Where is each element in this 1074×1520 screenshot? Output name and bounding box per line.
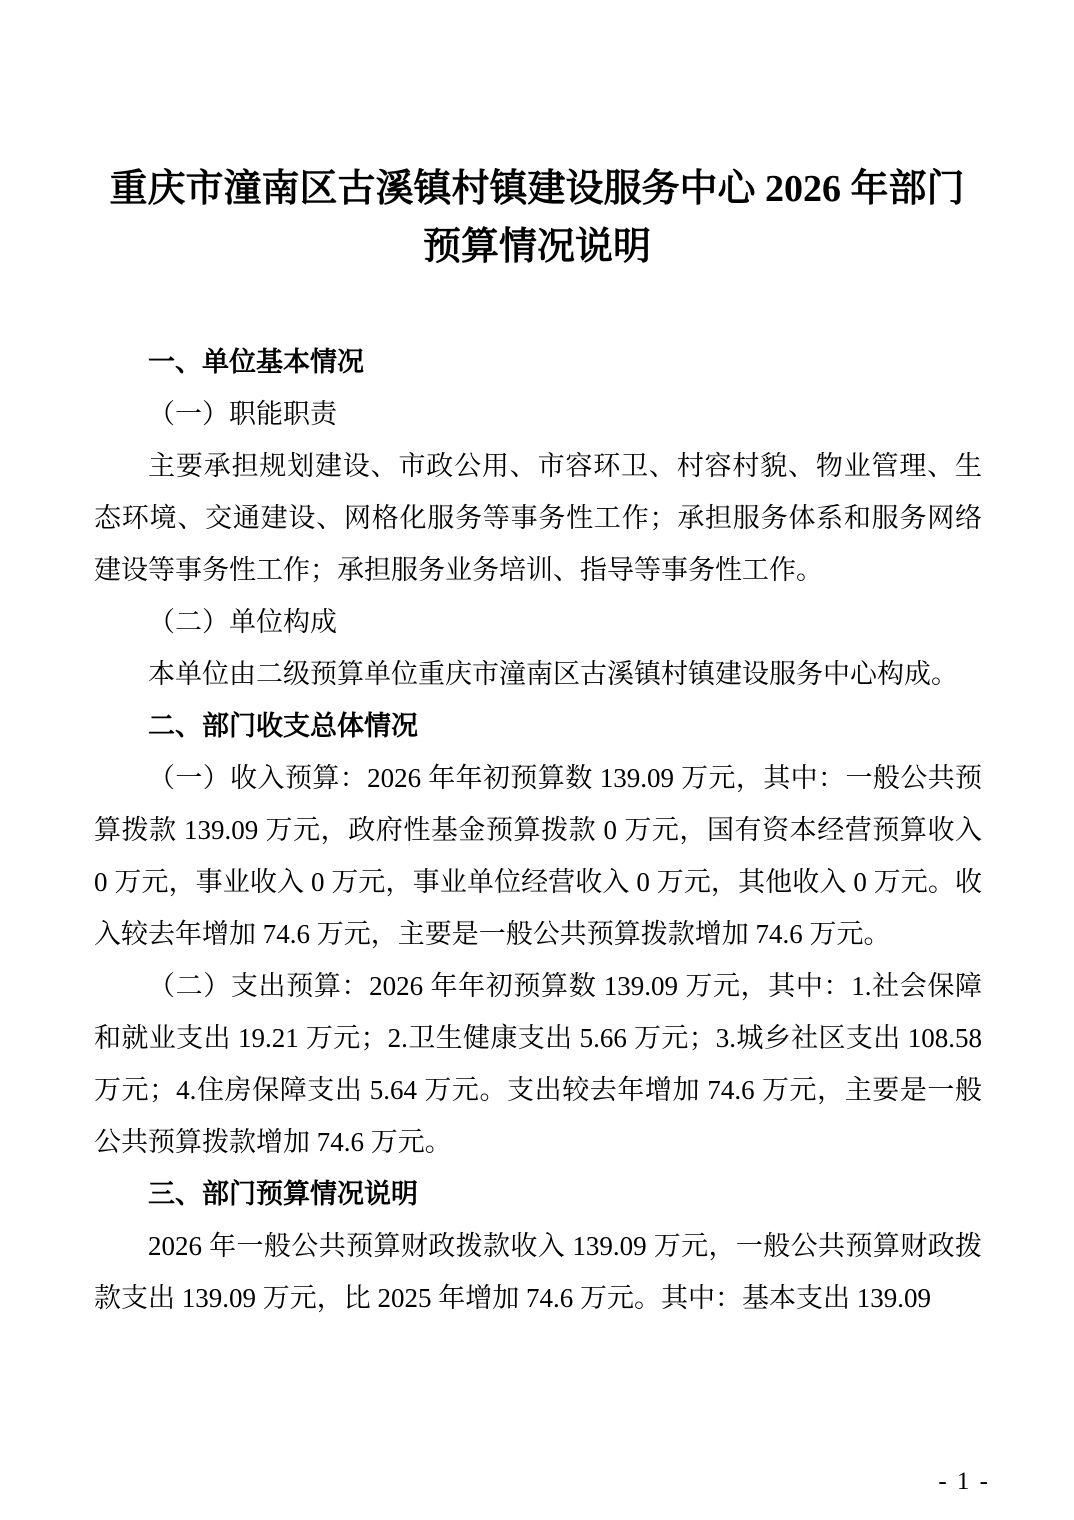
paragraph-revenue-budget: （一）收入预算：2026 年年初预算数 139.09 万元，其中：一般公共预算拨款 139.09 万元，政府性基金预算拨款 0 万元，国有资本经营预算收入 0 万元，事业收入 0 万元，事业单位经营收入 0 万元，其他收入 0 万元。收入较去年增加 74.6 万元，主要是一般公共预算拨款增加 74.6 万元。 [94,763,982,949]
paragraph-unit-composition-detail: 本单位由二级预算单位重庆市潼南区古溪镇村镇建设服务中心构成。 [148,659,958,689]
document-title [0,0,1074,276]
paragraph-budget-explanation-detail: 2026 年一般公共预算财政拨款收入 139.09 万元，一般公共预算财政拨款支出 139.09 万元，比 2025 年增加 74.6 万元。其中：基本支出 139.09 [94,1231,982,1313]
paragraph-functions-detail: 主要承担规划建设、市政公用、市容环卫、村容村貌、物业管理、生态环境、交通建设、网格化服务等事务性工作；承担服务体系和服务网络建设等事务性工作；承担服务业务培训、指导等事务性工作。 [94,451,982,585]
document-title-line1: 重庆市潼南区古溪镇村镇建设服务中心 2026 年部门 [109,168,965,210]
document-title-line2: 预算情况说明 [422,226,651,268]
paragraph-expenditure-budget: （二）支出预算：2026 年年初预算数 139.09 万元，其中：1.社会保障和就业支出 19.21 万元；2.卫生健康支出 5.66 万元；3.城乡社区支出 108.58 万元；4.住房保障支出 5.64 万元。支出较去年增加 74.6 万元，主要是一般公共预算拨款增加 74.6 万元。 [94,971,982,1157]
document-body [94,336,982,1324]
subheading-functions: （一）职能职责 [148,399,337,429]
section-heading-revenue-expenditure: 二、部门收支总体情况 [148,711,418,741]
subheading-unit-composition: （二）单位构成 [148,607,337,637]
section-heading-basic-info: 一、单位基本情况 [148,347,364,377]
page-number: - 1 - [938,1468,990,1495]
section-heading-budget-explanation: 三、部门预算情况说明 [148,1179,418,1209]
